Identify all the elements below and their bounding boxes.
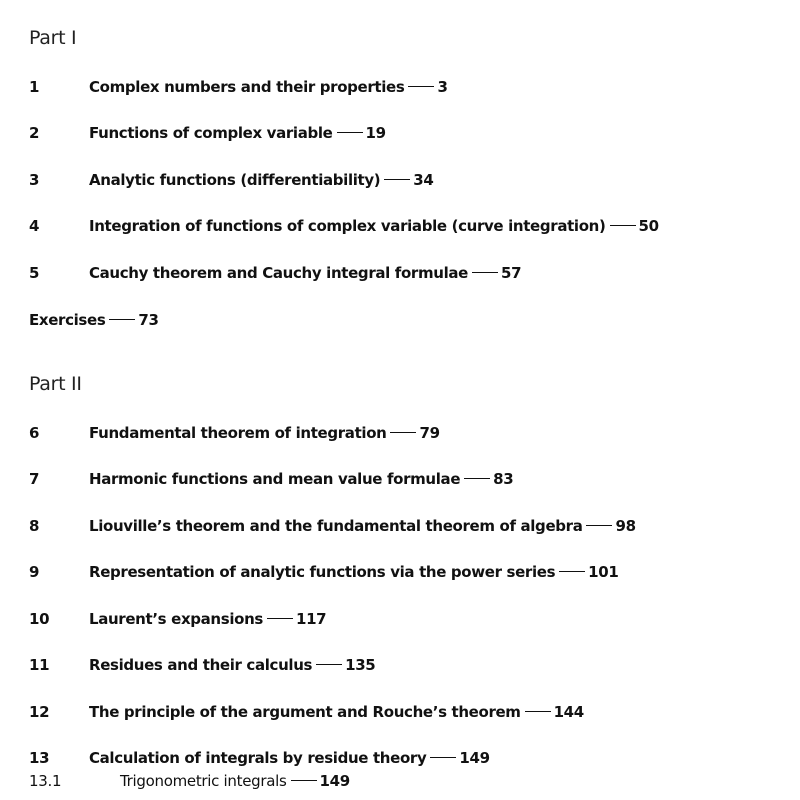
leader-dash [464,478,490,479]
chapter-number: 7 [29,470,40,488]
leader-dash [291,780,317,781]
chapter-title: Fundamental theorem of integration [89,424,387,442]
leader-dash [316,664,342,665]
page-number: 144 [553,703,584,721]
page-number: 3 [437,78,448,96]
leader-dash [586,525,612,526]
chapter-number: 2 [29,124,40,142]
page-number: 50 [638,217,659,235]
chapter-number: 9 [29,563,40,581]
leader-dash [337,132,363,133]
subsection-title: Trigonometric integrals [120,772,287,790]
page-number: 149 [319,772,350,790]
leader-dash [267,618,293,619]
page-number: 57 [500,264,522,282]
chapter-title: Harmonic functions and mean value formulae [89,470,461,488]
chapter-number: 8 [29,517,40,535]
chapter-title: Calculation of integrals by residue theory [89,749,427,767]
page-number: 19 [365,124,386,142]
leader-dash [430,757,456,758]
chapter-title: Analytic functions (differentiability) [89,171,381,189]
chapter-title: Residues and their calculus [89,656,313,674]
chapter-title: Integration of functions of complex variable (curve integration) [89,217,606,235]
page-number: 83 [493,470,514,488]
leader-dash [610,225,636,226]
leader-dash [472,272,498,273]
chapter-number: 3 [29,171,40,189]
page-number: 34 [413,171,434,189]
chapter-number: 5 [29,264,40,282]
leader-dash [109,319,135,320]
chapter-number: 1 [29,78,40,96]
chapter-title: Liouville’s theorem and the fundamental theorem of algebra [89,517,583,535]
page-number: 79 [419,424,440,442]
leader-dash [408,86,434,87]
leader-dash [390,432,416,433]
leader-dash [525,711,551,712]
page-number: 101 [588,563,619,581]
chapter-number: 13 [29,749,50,767]
part-heading: Part II [29,373,82,395]
chapter-title: Cauchy theorem and Cauchy integral formulae [89,264,468,282]
chapter-title: Functions of complex variable [89,124,333,142]
page-number: 149 [459,749,490,767]
chapter-title: Exercises [29,311,106,329]
chapter-number: 4 [29,217,40,235]
chapter-number: 10 [29,610,50,628]
chapter-title: The principle of the argument and Rouche’s theorem [89,703,521,721]
chapter-number: 6 [29,424,40,442]
leader-dash [384,179,410,180]
chapter-title: Representation of analytic functions via the power series [89,563,556,581]
chapter-number: 12 [29,703,50,721]
chapter-title: Complex numbers and their properties [89,78,405,96]
page-number: 73 [138,311,159,329]
page-number: 117 [296,610,327,628]
page-number: 98 [615,517,636,535]
subsection-number: 13.1 [29,772,62,790]
page-number: 135 [345,656,376,674]
chapter-number: 11 [29,656,50,674]
part-heading: Part I [29,27,77,49]
leader-dash [559,571,585,572]
chapter-title: Laurent’s expansions [89,610,263,628]
